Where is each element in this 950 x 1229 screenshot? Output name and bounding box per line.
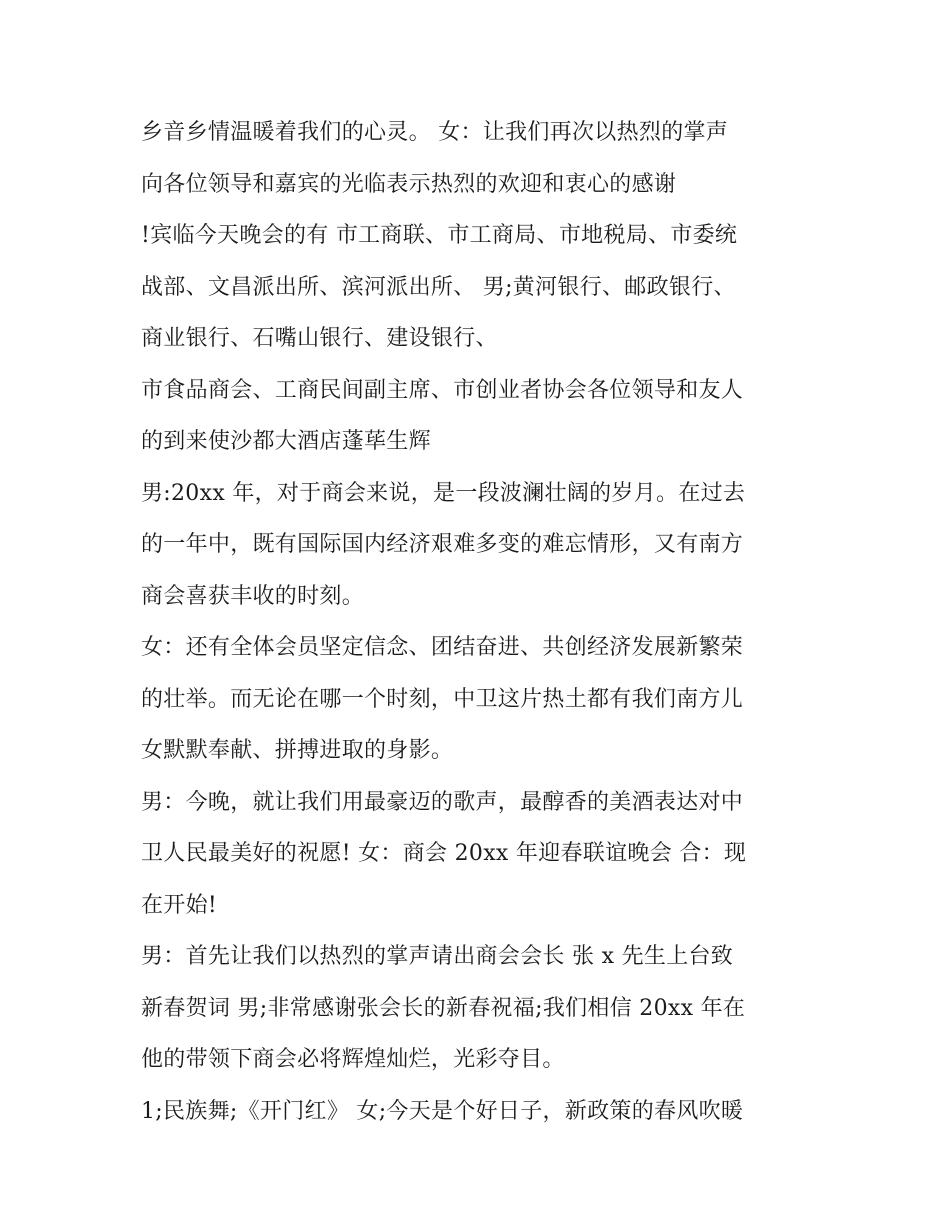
document-body	[141, 107, 831, 1137]
text-line: 在开始!	[141, 892, 218, 918]
text-line: !宾临今天晚会的有 市工商联、市工商局、市地税局、市委统	[141, 223, 738, 248]
text-line: 的一年中，既有国际国内经济艰难多变的难忘情形，又有南方	[141, 532, 744, 557]
text-line: 他的带领下商会必将辉煌灿烂，光彩夺目。	[141, 1047, 565, 1072]
text-line: 女默默奉献、拼搏进取的身影。	[141, 738, 454, 763]
text-line: 男：首先让我们以热烈的掌声请出商会会长 张 x 先生上台致	[141, 944, 734, 969]
text-line: 商会喜获丰收的时刻。	[141, 583, 365, 609]
text-line: 向各位领导和嘉宾的光临表示热烈的欢迎和衷心的感谢	[141, 171, 677, 197]
text-line: 新春贺词 男;非常感谢张会长的新春祝福;我们相信 20xx 年在	[141, 995, 746, 1021]
text-line: 商业银行、石嘴山银行、建设银行、	[141, 326, 498, 351]
text-line: 1;民族舞;《开门红》 女;今天是个好日子，新政策的春风吹暖	[141, 1098, 744, 1124]
text-line: 乡音乡情温暖着我们的心灵。 女：让我们再次以热烈的掌声	[141, 120, 729, 145]
text-line: 市食品商会、工商民间副主席、市创业者协会各位领导和友人	[141, 377, 744, 403]
text-line: 男：今晚，就让我们用最豪迈的歌声，最醇香的美酒表达对中	[141, 789, 744, 815]
text-line: 男:20xx 年，对于商会来说，是一段波澜壮阔的岁月。在过去	[141, 480, 746, 506]
text-line: 卫人民最美好的祝愿! 女：商会 20xx 年迎春联谊晚会 合：现	[141, 841, 747, 866]
text-line: 的到来使沙都大酒店蓬荜生辉	[141, 429, 431, 454]
text-line: 战部、文昌派出所、滨河派出所、 男;黄河银行、邮政银行、	[141, 274, 736, 300]
text-line: 女：还有全体会员坚定信念、团结奋进、共创经济发展新繁荣	[141, 635, 744, 660]
text-line: 的壮举。而无论在哪一个时刻，中卫这片热土都有我们南方儿	[141, 686, 744, 712]
